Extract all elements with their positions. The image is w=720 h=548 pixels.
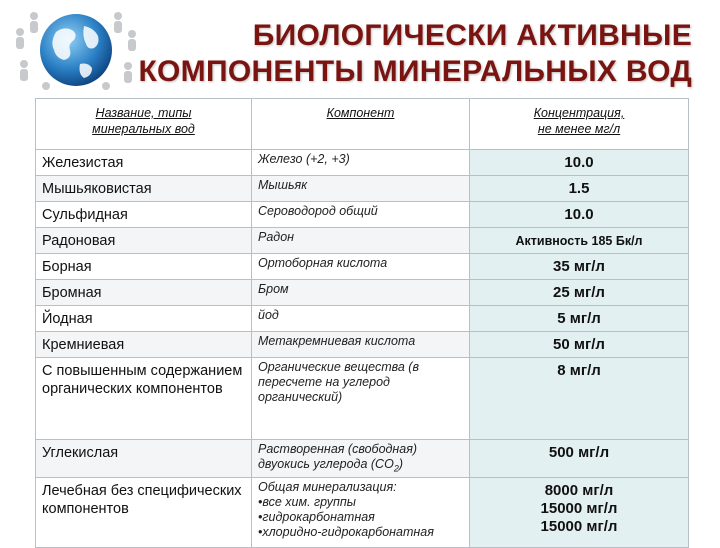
concentration: 500 мг/л	[470, 440, 689, 478]
component	[252, 478, 470, 548]
water-type: Йодная	[36, 306, 252, 332]
table-row	[36, 150, 689, 176]
component-line: •все хим. группы	[258, 495, 356, 509]
concentration: 5 мг/л	[470, 306, 689, 332]
title-line-1: БИОЛОГИЧЕСКИ АКТИВНЫЕ	[252, 19, 692, 52]
table-row	[36, 440, 689, 478]
concentration	[470, 478, 689, 548]
concentration: 25 мг/л	[470, 280, 689, 306]
component: Ортоборная кислота	[252, 254, 470, 280]
concentration-line: 15000 мг/л	[540, 500, 618, 517]
component: Железо (+2, +3)	[252, 150, 470, 176]
component-line: •гидрокарбонатная	[258, 510, 375, 524]
concentration: 50 мг/л	[470, 332, 689, 358]
concentration: 8 мг/л	[470, 358, 689, 440]
title-line-2: КОМПОНЕНТЫ МИНЕРАЛЬНЫХ ВОД	[138, 55, 692, 88]
table-row	[36, 228, 689, 254]
component: Сероводород общий	[252, 202, 470, 228]
header-concentration	[470, 99, 689, 150]
component-subscript: 2	[393, 463, 399, 474]
component: Метакремниевая кислота	[252, 332, 470, 358]
header-name-line-1: Название, типы	[95, 106, 192, 120]
header-conc-line-1: Концентрация,	[533, 106, 625, 120]
water-type: Радоновая	[36, 228, 252, 254]
header-component: Компонент	[252, 99, 470, 150]
mineral-water-table	[35, 98, 689, 548]
water-type: Бромная	[36, 280, 252, 306]
concentration-line: 8000 мг/л	[544, 482, 614, 499]
water-type: Мышьяковистая	[36, 176, 252, 202]
component-line: •хлоридно-гидрокарбонатная	[258, 525, 434, 539]
component: Органические вещества (в пересчете на углерод органический)	[252, 358, 470, 440]
water-type: Сульфидная	[36, 202, 252, 228]
concentration: Активность 185 Бк/л	[470, 228, 689, 254]
table-header-row	[36, 99, 689, 150]
concentration: 35 мг/л	[470, 254, 689, 280]
header-name-line-2: минеральных вод	[92, 122, 195, 136]
component: йод	[252, 306, 470, 332]
water-type: Лечебная без специфических компонентов	[36, 478, 252, 548]
header-name-type	[36, 99, 252, 150]
concentration: 10.0	[470, 150, 689, 176]
component	[252, 440, 470, 478]
component-text-end: )	[398, 457, 403, 471]
component: Мышьяк	[252, 176, 470, 202]
water-type: Углекислая	[36, 440, 252, 478]
component-text: Растворенная (свободная) двуокись углерода (CO	[258, 442, 418, 471]
table-row	[36, 280, 689, 306]
concentration-line: 15000 мг/л	[540, 518, 618, 535]
table-row	[36, 176, 689, 202]
table-row	[36, 478, 689, 548]
table-row	[36, 332, 689, 358]
table-row	[36, 202, 689, 228]
water-type: Кремниевая	[36, 332, 252, 358]
globe-logo-icon	[6, 2, 146, 97]
concentration: 1.5	[470, 176, 689, 202]
page-title	[138, 18, 692, 90]
table-row	[36, 254, 689, 280]
table-row	[36, 358, 689, 440]
component: Бром	[252, 280, 470, 306]
component-line: Общая минерализация:	[258, 480, 397, 494]
header-conc-line-2: не менее мг/л	[537, 122, 621, 136]
water-type: Борная	[36, 254, 252, 280]
table-row	[36, 306, 689, 332]
water-type: Железистая	[36, 150, 252, 176]
water-type: С повышенным содержанием органических компонентов	[36, 358, 252, 440]
component: Радон	[252, 228, 470, 254]
concentration: 10.0	[470, 202, 689, 228]
